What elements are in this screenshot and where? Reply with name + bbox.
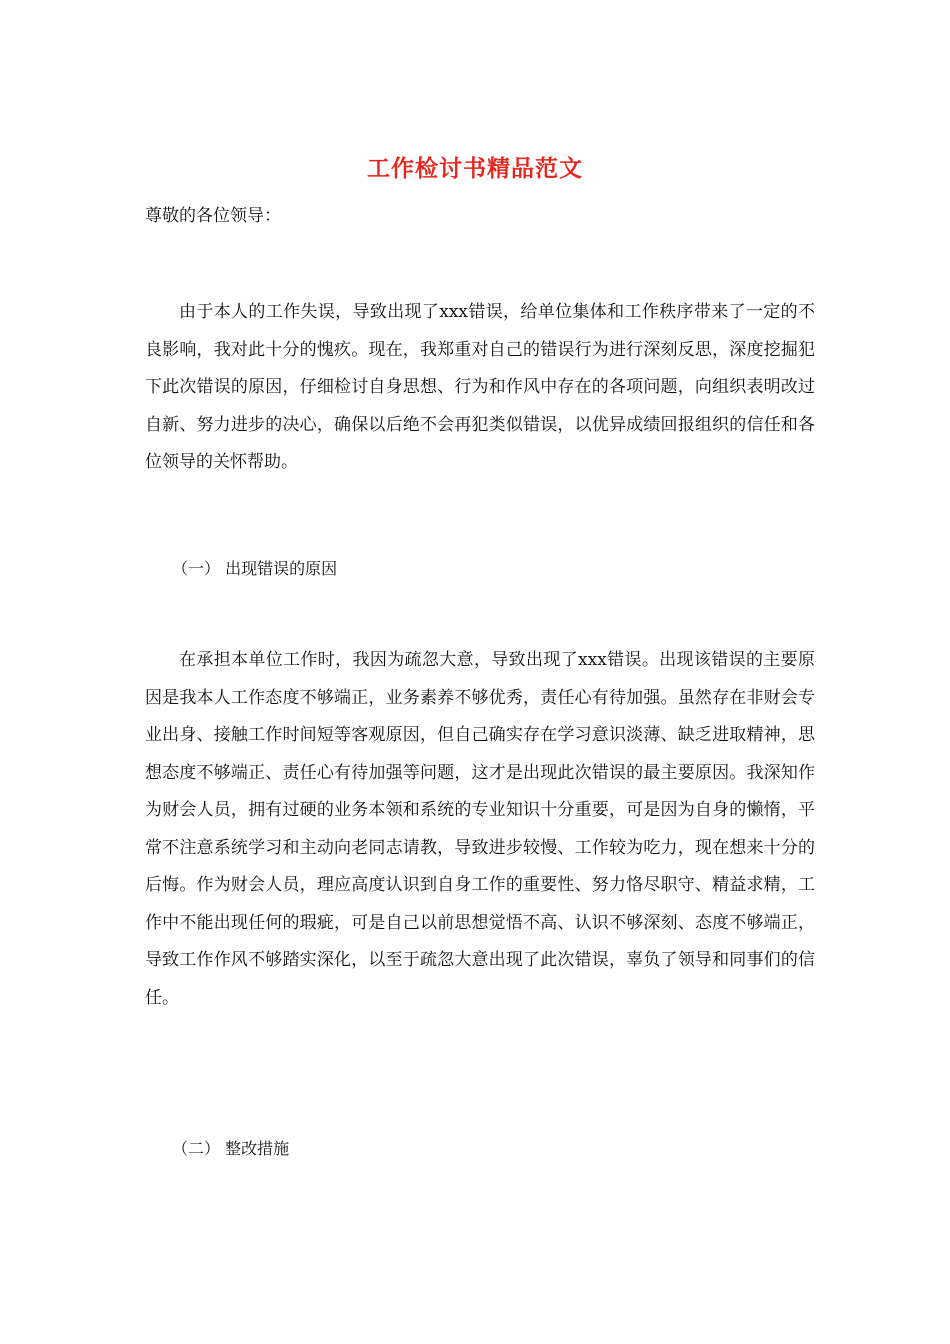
section-heading-measures: （二） 整改措施 [172,1139,290,1158]
intro-paragraph: 由于本人的工作失误，导致出现了xxx错误，给单位集体和工作秩序带来了一定的不良影响，我对此十分的愧疚。现在，我郑重对自己的错误行为进行深刻反思，深度挖掘犯下此次错误的原因，仔细检讨自身思想、行为和作风中存在的各项问题，向组织表明改过自新、努力进步的决心，确保以后绝不会再犯类似错误，以优异成绩回报组织的信任和各位领导的关怀帮助。 [145,302,815,472]
document-title: 工作检讨书精品范文 [367,155,583,182]
section-heading-reasons: （一） 出现错误的原因 [172,559,338,578]
reasons-paragraph: 在承担本单位工作时，我因为疏忽大意，导致出现了xxx错误。出现该错误的主要原因是我本人工作态度不够端正，业务素养不够优秀，责任心有待加强。虽然存在非财会专业出身、接触工作时间短等客观原因，但自己确实存在学习意识淡薄、缺乏进取精神，思想态度不够端正、责任心有待加强等问题，这才是出现此次错误的最主要原因。我深知作为财会人员，拥有过硬的业务本领和系统的专业知识十分重要，可是因为自身的懒惰，平常不注意系统学习和主动向老同志请教，导致进步较慢、工作较为吃力，现在想来十分的后悔。作为财会人员，理应高度认识到自身工作的重要性、努力恪尽职守、精益求精，工作中不能出现任何的瑕疵，可是自己以前思想觉悟不高、认识不够深刻、态度不够端正，导致工作作风不够踏实深化，以至于疏忽大意出现了此次错误，辜负了领导和同事们的信任。 [145,650,815,1008]
salutation: 尊敬的各位领导： [145,206,281,226]
